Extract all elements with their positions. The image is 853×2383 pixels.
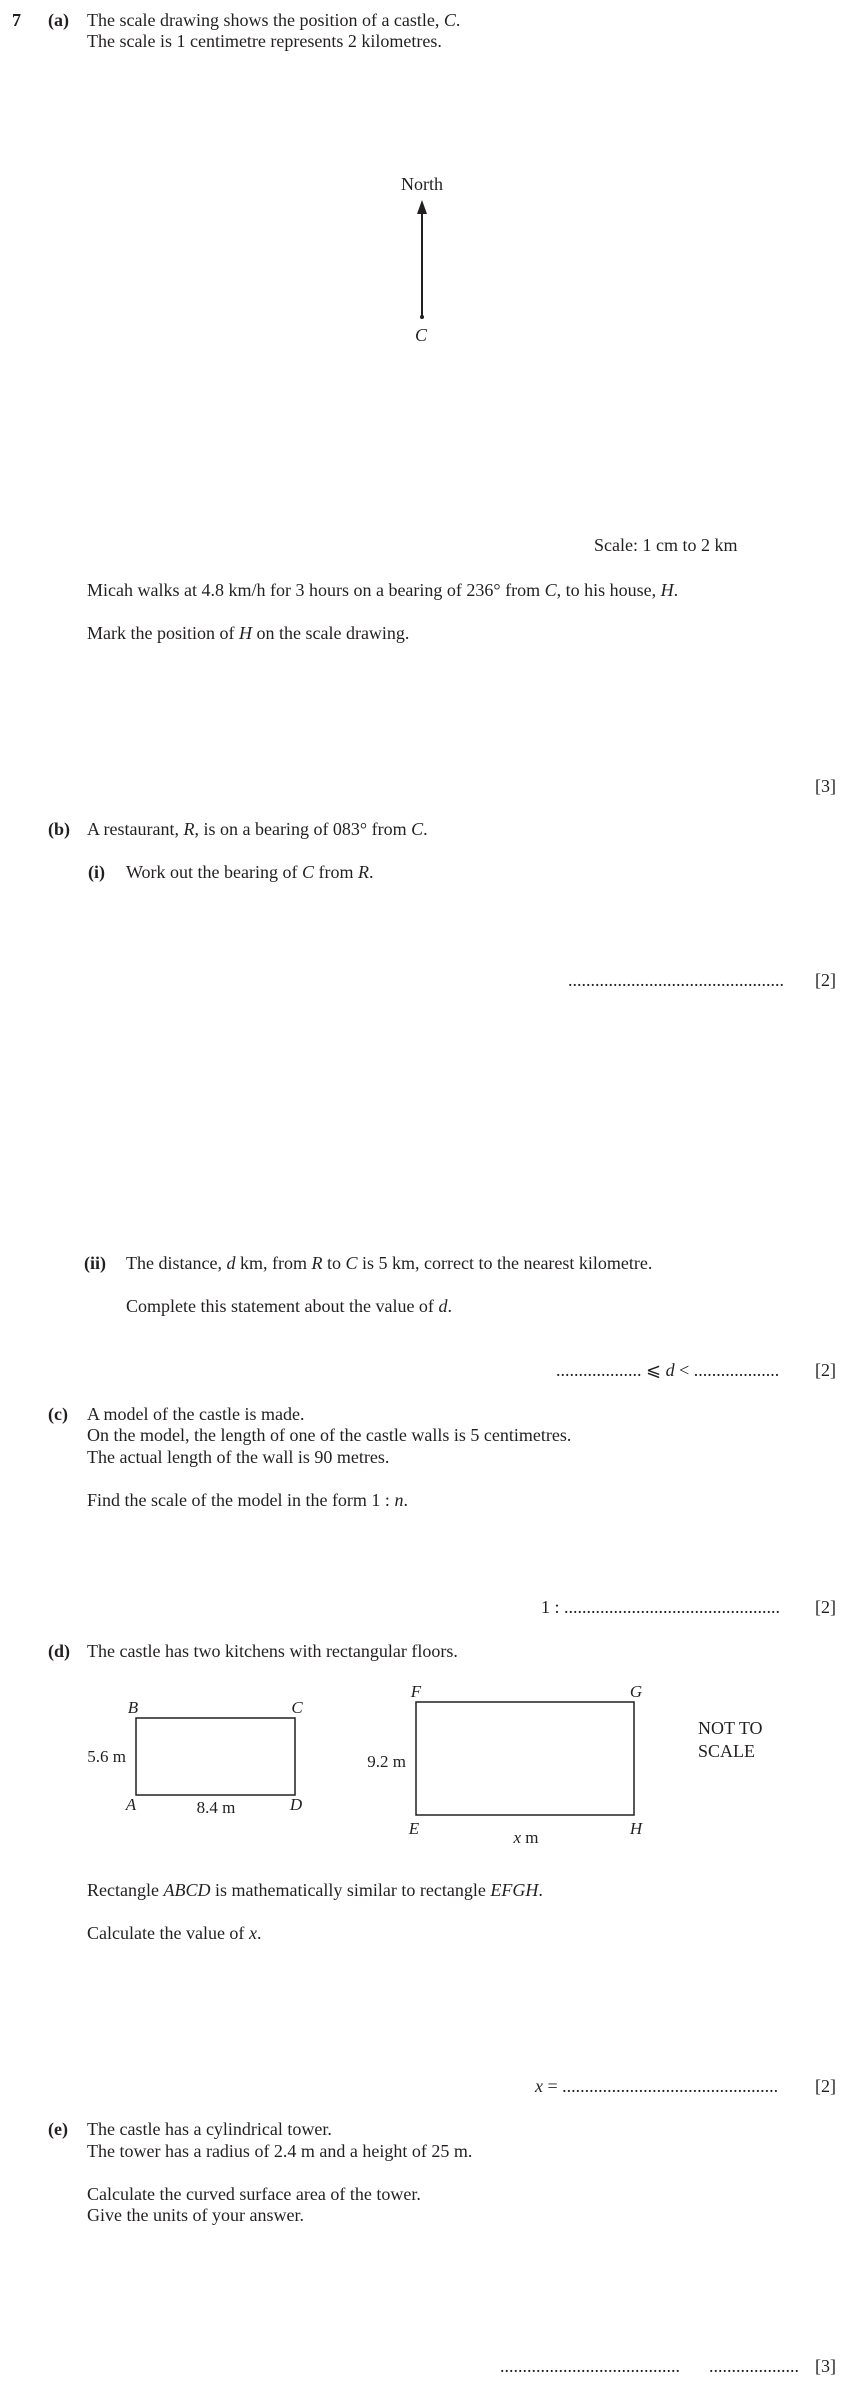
rectangle-efgh (416, 1702, 634, 1815)
part-b-label: (b) (48, 819, 70, 839)
part-e-label: (e) (48, 2119, 68, 2139)
north-arrowhead-icon (417, 200, 427, 214)
not-to-scale-line1: NOT TO (698, 1718, 763, 1738)
vertex-d: D (289, 1795, 303, 1814)
part-a-walk-text: Micah walks at 4.8 km/h for 3 hours on a bearing of 236° from C, to his house, H. (87, 580, 679, 600)
part-d-similarity-text: Rectangle ABCD is mathematically similar to rectangle EFGH. (87, 1880, 543, 1900)
part-b-i-answer-line[interactable]: ................................................ (568, 970, 784, 990)
castle-label: C (414, 325, 428, 345)
part-d-marks: [2] (815, 2076, 836, 2096)
vertex-a: A (125, 1795, 137, 1814)
not-to-scale-line2: SCALE (698, 1741, 756, 1761)
part-b-ii-upper-bound-line[interactable]: ................... (693, 1360, 780, 1380)
part-a-label: (a) (48, 10, 69, 30)
vertex-e: E (408, 1819, 420, 1838)
rectangle-abcd (136, 1718, 295, 1795)
part-e-line3: Calculate the curved surface area of the tower. (87, 2184, 421, 2204)
part-d-label: (d) (48, 1641, 70, 1661)
part-c-answer-line[interactable]: ................................................ (564, 1597, 781, 1617)
part-e-marks: [3] (815, 2356, 836, 2376)
part-d-instruction: Calculate the value of x. (87, 1923, 262, 1943)
part-e-line2: The tower has a radius of 2.4 m and a height of 25 m. (87, 2141, 473, 2161)
north-label: North (401, 174, 443, 194)
part-c-marks: [2] (815, 1597, 836, 1617)
vertex-g: G (629, 1682, 643, 1701)
part-c-label: (c) (48, 1404, 68, 1424)
part-b-i-marks: [2] (815, 970, 836, 990)
part-b-ii-label: (ii) (84, 1253, 106, 1273)
part-a-intro-line2: The scale is 1 centimetre represents 2 kilometres. (87, 31, 442, 51)
vertex-f: F (410, 1682, 422, 1701)
part-c-line3: The actual length of the wall is 90 metres. (87, 1447, 390, 1467)
part-d-text: The castle has two kitchens with rectangular floors. (87, 1641, 458, 1661)
question-number: 7 (12, 10, 21, 30)
part-b-text: A restaurant, R, is on a bearing of 083° from C. (87, 819, 428, 839)
part-a-instruction: Mark the position of H on the scale drawing. (87, 623, 410, 643)
part-b-i-label: (i) (88, 862, 105, 882)
part-b-ii-text: The distance, d km, from R to C is 5 km, correct to the nearest kilometre. (126, 1253, 653, 1273)
side-eh-label: x m (513, 1828, 539, 1847)
vertex-c: C (291, 1698, 303, 1717)
part-b-ii-instruction: Complete this statement about the value of d. (126, 1296, 452, 1316)
part-e-line4: Give the units of your answer. (87, 2205, 304, 2225)
part-e-line1: The castle has a cylindrical tower. (87, 2119, 332, 2139)
part-a-marks: [3] (815, 776, 836, 796)
part-e-answer-line[interactable]: ........................................ (500, 2356, 680, 2376)
side-ad-label: 8.4 m (196, 1798, 236, 1817)
vertex-h: H (629, 1819, 643, 1838)
part-b-ii-answer: ................... ⩽ d < ................... (556, 1360, 780, 1380)
part-d-answer-line[interactable]: ................................................ (562, 2076, 779, 2096)
part-c-instruction: Find the scale of the model in the form 1 : n. (87, 1490, 408, 1510)
side-ef-label: 9.2 m (367, 1752, 406, 1771)
part-e-units-line[interactable]: .................... (709, 2356, 799, 2376)
castle-point (420, 315, 424, 319)
part-b-ii-lower-bound-line[interactable]: ................... (556, 1360, 642, 1380)
part-b-i-text: Work out the bearing of C from R. (126, 862, 374, 882)
part-c-line2: On the model, the length of one of the castle walls is 5 centimetres. (87, 1425, 572, 1445)
part-b-ii-marks: [2] (815, 1360, 836, 1380)
side-ab-label: 5.6 m (87, 1747, 126, 1766)
part-c-answer: 1 : ................................................ (541, 1597, 781, 1617)
part-d-answer: x = ................................................ (535, 2076, 779, 2096)
part-a-intro-line1: The scale drawing shows the position of a castle, C. (87, 10, 461, 30)
part-c-line1: A model of the castle is made. (87, 1404, 305, 1424)
scale-label: Scale: 1 cm to 2 km (594, 535, 738, 555)
vertex-b: B (127, 1698, 139, 1717)
